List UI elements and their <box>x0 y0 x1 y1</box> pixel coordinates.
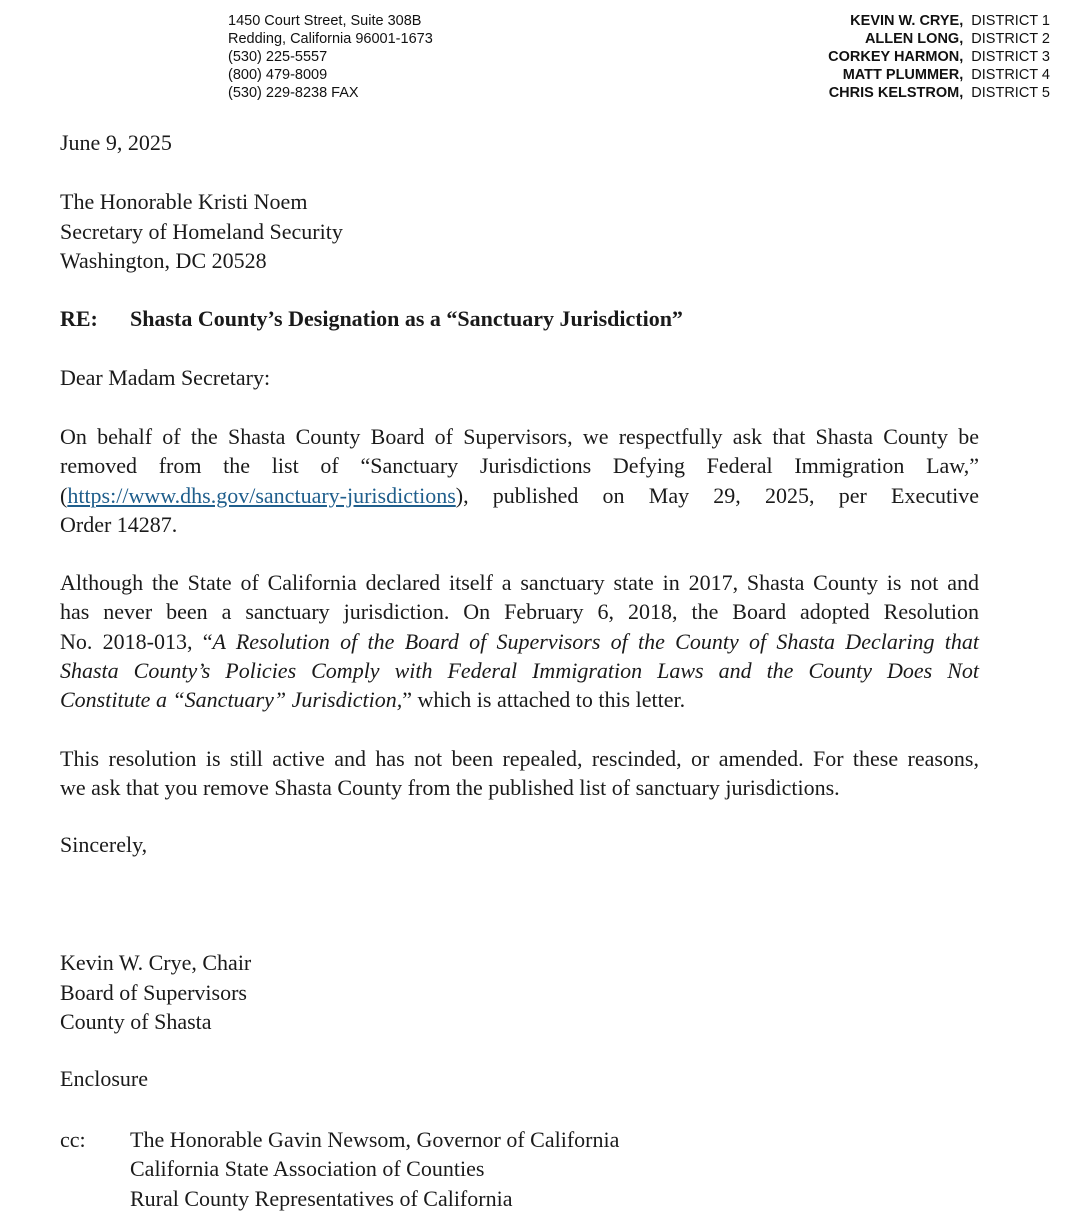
supervisors-list <box>828 12 1050 102</box>
address-line: 1450 Court Street, Suite 308B <box>228 13 422 29</box>
body-paragraph-3 <box>60 744 979 803</box>
text-fragment: No. 2018-013, “ <box>60 628 213 654</box>
text-line: Although the State of California declared itself a sanctuary state in 2017, Shasta County is not and <box>60 570 979 595</box>
recipient-block <box>60 187 343 276</box>
supervisor-district: DISTRICT 4 <box>971 67 1050 83</box>
supervisor-name: ALLEN LONG, <box>864 31 964 47</box>
signer-county: County of Shasta <box>60 1009 212 1034</box>
text-line: On behalf of the Shasta County Board of Supervisors, we respectfully ask that Shasta County be <box>60 424 979 449</box>
supervisor-district: DISTRICT 5 <box>971 85 1050 101</box>
re-label: RE: <box>60 306 98 331</box>
signer-org: Board of Supervisors <box>60 979 247 1005</box>
recipient-name: The Honorable Kristi Noem <box>60 189 308 214</box>
address-line: Redding, California 96001-1673 <box>228 31 433 47</box>
phone-line: (800) 479-8009 <box>228 67 328 83</box>
supervisor-district: DISTRICT 1 <box>971 13 1050 29</box>
recipient-address: Washington, DC 20528 <box>60 248 267 273</box>
fax-line: (530) 229-8238 FAX <box>228 85 359 101</box>
supervisor-name: KEVIN W. CRYE, <box>850 13 964 29</box>
signature-block <box>60 948 251 1037</box>
cc-item: California State Association of Counties <box>130 1156 485 1182</box>
text-line <box>60 627 979 656</box>
text-line: Order 14287. <box>60 511 178 537</box>
supervisor-district: DISTRICT 2 <box>971 31 1050 47</box>
resolution-title: A Resolution of the Board of Supervisors of the County of Shasta Declaring that <box>212 628 979 654</box>
text-line: removed from the list of “Sanctuary Jurisdictions Defying Federal Immigration Law,” <box>60 453 979 479</box>
supervisor-row <box>828 48 1050 66</box>
supervisor-row <box>828 12 1050 30</box>
body-paragraph-1 <box>60 422 979 539</box>
letter-date: June 9, 2025 <box>60 130 172 155</box>
signer-name: Kevin W. Crye, Chair <box>60 950 252 975</box>
cc-item: The Honorable Gavin Newsom, Governor of California <box>130 1127 620 1152</box>
text-line <box>60 481 979 510</box>
letterhead-address <box>228 12 433 102</box>
closing: Sincerely, <box>60 832 148 857</box>
supervisor-name: MATT PLUMMER, <box>842 67 964 83</box>
resolution-title: Constitute a “Sanctuary” Jurisdiction, <box>60 687 403 713</box>
subject-line <box>60 306 683 332</box>
supervisor-row <box>828 66 1050 84</box>
salutation: Dear Madam Secretary: <box>60 365 271 390</box>
recipient-title: Secretary of Homeland Security <box>60 218 343 244</box>
text-line <box>60 656 979 685</box>
text-fragment: ), published on May 29, 2025, per Executive <box>455 482 979 508</box>
text-line: This resolution is still active and has not been repealed, rescinded, or amended. For these reasons, <box>60 746 979 771</box>
dhs-sanctuary-link[interactable]: https://www.dhs.gov/sanctuary-jurisdictions <box>67 482 456 508</box>
text-fragment: ” which is attached to this letter. <box>402 687 686 713</box>
supervisor-district: DISTRICT 3 <box>971 49 1050 65</box>
supervisor-row <box>828 84 1050 102</box>
re-subject: Shasta County’s Designation as a “Sanctuary Jurisdiction” <box>130 306 683 331</box>
resolution-title: Shasta County’s Policies Comply with Federal Immigration Laws and the County Does Not <box>60 657 979 683</box>
text-line: has never been a sanctuary jurisdiction. On February 6, 2018, the Board adopted Resolution <box>60 599 979 625</box>
cc-item: Rural County Representatives of California <box>130 1185 513 1211</box>
supervisor-name: CHRIS KELSTROM, <box>828 85 964 101</box>
paren: ( <box>60 482 68 508</box>
supervisor-row <box>828 30 1050 48</box>
text-line <box>60 685 979 714</box>
phone-line: (530) 225-5557 <box>228 49 328 65</box>
cc-label: cc: <box>60 1127 86 1152</box>
supervisor-name: CORKEY HARMON, <box>828 49 964 65</box>
text-line: we ask that you remove Shasta County from the published list of sanctuary jurisdictions. <box>60 775 840 801</box>
enclosure-note: Enclosure <box>60 1066 148 1091</box>
body-paragraph-2 <box>60 568 979 714</box>
